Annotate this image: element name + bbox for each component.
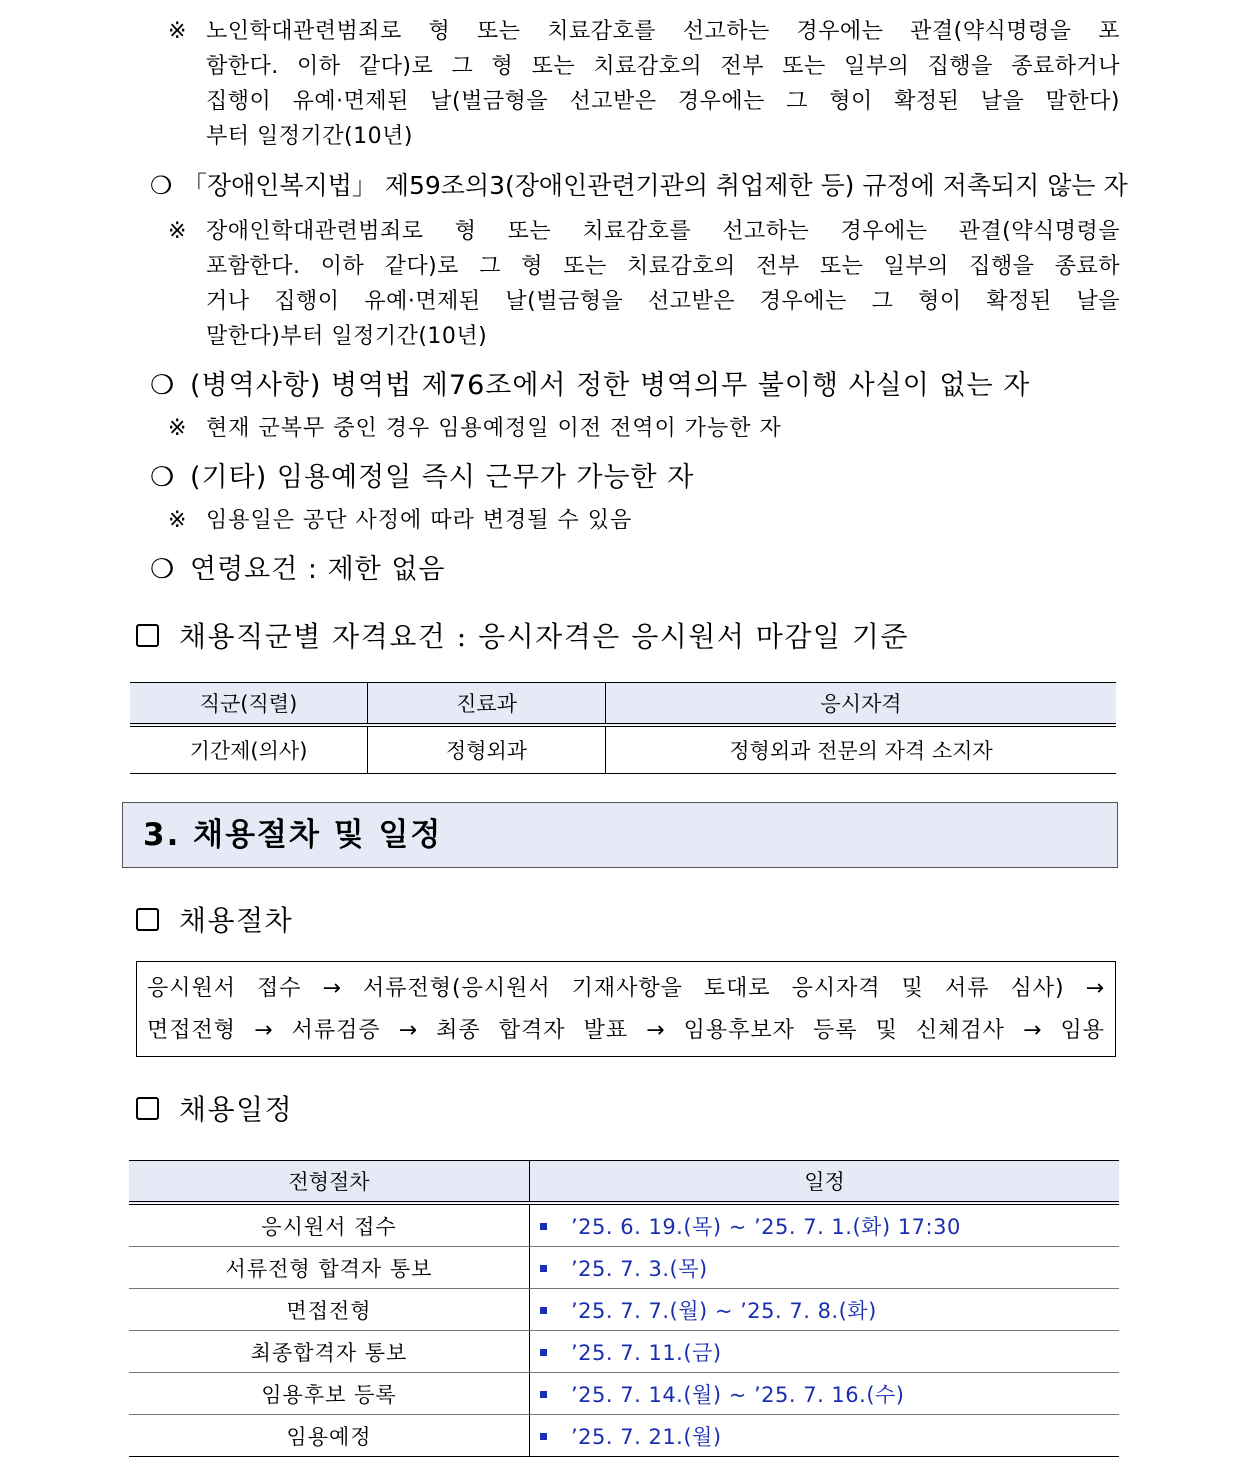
qualification-heading-text: 채용직군별 자격요건 : 응시자격은 응시원서 마감일 기준 <box>179 620 909 653</box>
date-cell <box>530 1331 1120 1373</box>
other-text: (기타) 임용예정일 즉시 근무가 가능한 자 <box>190 462 695 493</box>
step-cell: 임용후보 등록 <box>129 1373 530 1415</box>
qualification-table <box>130 682 1116 774</box>
procedure-heading-text: 채용절차 <box>179 904 294 937</box>
square-bullet-icon <box>540 1349 547 1356</box>
chapter-title: 3. 채용절차 및 일정 <box>122 802 1118 868</box>
square-bullet-icon <box>540 1391 547 1398</box>
table-row <box>129 1247 1119 1289</box>
date-cell <box>530 1203 1120 1247</box>
procedure-flow-box <box>136 961 1116 1057</box>
table-row <box>129 1415 1119 1457</box>
date-text: ’25. 6. 19.(목) ~ ’25. 7. 1.(화) 17:30 <box>571 1214 961 1239</box>
date-text: ’25. 7. 3.(목) <box>571 1256 708 1281</box>
note-line: 말한다)부터 일정기간(10년) <box>206 324 488 349</box>
step-cell: 서류전형 합격자 통보 <box>129 1247 530 1289</box>
date-text: ’25. 7. 21.(월) <box>571 1424 722 1449</box>
table-row <box>129 1331 1119 1373</box>
reference-mark-icon: ※ <box>168 508 188 533</box>
circle-bullet-icon: ❍ <box>150 462 176 493</box>
disability-law-text: 「장애인복지법」 제59조의3(장애인관련기관의 취업제한 등) 규정에 저촉되지 않는 자 <box>182 171 1128 200</box>
date-cell <box>530 1289 1120 1331</box>
step-cell: 최종합격자 통보 <box>129 1331 530 1373</box>
schedule-heading-text: 채용일정 <box>179 1093 294 1126</box>
military-text: (병역사항) 병역법 제76조에서 정한 병역의무 불이행 사실이 없는 자 <box>190 370 1031 401</box>
table-header-row <box>129 1161 1119 1204</box>
date-cell <box>530 1373 1120 1415</box>
other-item <box>150 458 694 498</box>
column-header: 직군(직렬) <box>130 683 368 726</box>
schedule-heading <box>136 1090 293 1130</box>
step-cell: 면접전형 <box>129 1289 530 1331</box>
date-text: ’25. 7. 11.(금) <box>571 1340 722 1365</box>
table-header-row <box>130 683 1116 726</box>
table-row <box>129 1203 1119 1247</box>
square-bullet-icon <box>540 1433 547 1440</box>
procedure-heading <box>136 901 293 941</box>
table-row <box>130 725 1116 774</box>
column-header: 진료과 <box>368 683 606 726</box>
column-header: 전형절차 <box>129 1161 530 1204</box>
schedule-table <box>129 1160 1119 1457</box>
military-sub-note <box>168 413 782 445</box>
qualification-heading <box>136 617 909 657</box>
circle-bullet-icon: ❍ <box>150 370 176 401</box>
disability-abuse-note <box>168 214 1120 354</box>
date-text: ’25. 7. 14.(월) ~ ’25. 7. 16.(수) <box>571 1382 905 1407</box>
checkbox-square-icon <box>136 908 159 931</box>
date-text: ’25. 7. 7.(월) ~ ’25. 7. 8.(화) <box>571 1298 877 1323</box>
age-text: 연령요건 : 제한 없음 <box>190 554 446 585</box>
square-bullet-icon <box>540 1307 547 1314</box>
table-row <box>129 1373 1119 1415</box>
military-sub-text: 현재 군복무 중인 경우 임용예정일 이전 전역이 가능한 자 <box>206 416 782 441</box>
reference-mark-icon: ※ <box>168 219 187 244</box>
age-item <box>150 550 446 590</box>
table-row <box>129 1289 1119 1331</box>
note-line: 부터 일정기간(10년) <box>206 124 413 149</box>
note-line: 함한다. 이하 같다)로 그 형 또는 치료감호의 전부 또는 일부의 집행을 종료하거나 <box>206 54 1120 79</box>
note-line: 거나 집행이 유예·면제된 날(벌금형을 선고받은 경우에는 그 형이 확정된 날을 <box>206 289 1120 314</box>
table-cell: 정형외과 <box>368 725 606 774</box>
column-header: 응시자격 <box>606 683 1117 726</box>
square-bullet-icon <box>540 1265 547 1272</box>
table-cell: 기간제(의사) <box>130 725 368 774</box>
disability-law-item <box>150 166 1128 206</box>
other-sub-text: 임용일은 공단 사정에 따라 변경될 수 있음 <box>206 508 633 533</box>
military-item <box>150 366 1030 406</box>
procedure-line: 면접전형 → 서류검증 → 최종 합격자 발표 → 임용후보자 등록 및 신체검사 → 임용 <box>147 1018 1105 1043</box>
elder-abuse-note <box>168 14 1120 154</box>
reference-mark-icon: ※ <box>168 416 188 441</box>
other-sub-note <box>168 505 632 537</box>
date-cell <box>530 1415 1120 1457</box>
note-line: 장애인학대관련범죄로 형 또는 치료감호를 선고하는 경우에는 관결(약식명령을 <box>206 219 1120 244</box>
note-line: 포함한다. 이하 같다)로 그 형 또는 치료감호의 전부 또는 일부의 집행을 종료하 <box>206 254 1120 279</box>
procedure-line: 응시원서 접수 → 서류전형(응시원서 기재사항을 토대로 응시자격 및 서류 심사) → <box>147 976 1105 1001</box>
column-header: 일정 <box>530 1161 1120 1204</box>
note-line: 집행이 유예·면제된 날(벌금형을 선고받은 경우에는 그 형이 확정된 날을 말한다) <box>206 89 1120 114</box>
circle-bullet-icon: ❍ <box>150 171 173 200</box>
date-cell <box>530 1247 1120 1289</box>
checkbox-square-icon <box>136 624 159 647</box>
table-cell: 정형외과 전문의 자격 소지자 <box>606 725 1117 774</box>
square-bullet-icon <box>540 1223 547 1230</box>
step-cell: 응시원서 접수 <box>129 1203 530 1247</box>
reference-mark-icon: ※ <box>168 19 187 44</box>
note-line: 노인학대관련범죄로 형 또는 치료감호를 선고하는 경우에는 관결(약식명령을 포 <box>206 19 1120 44</box>
step-cell: 임용예정 <box>129 1415 530 1457</box>
circle-bullet-icon: ❍ <box>150 554 176 585</box>
checkbox-square-icon <box>136 1097 159 1120</box>
